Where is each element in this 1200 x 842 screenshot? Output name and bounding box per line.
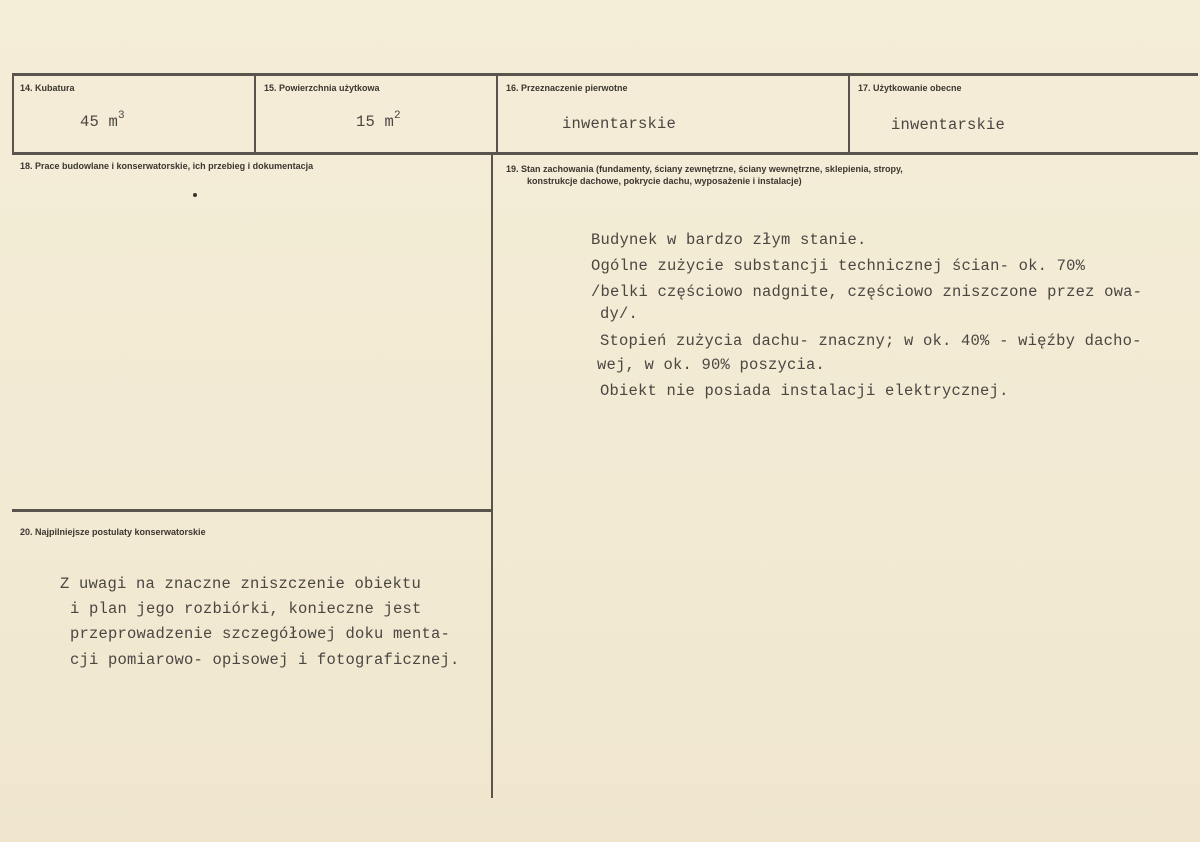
kubatura-exponent: 3 <box>118 110 125 122</box>
left-rule <box>12 73 14 155</box>
field-20-label: 20. Najpilniejsze postulaty konserwatorskie <box>20 527 206 537</box>
field-19-label-line2: konstrukcje dachowe, pokrycie dachu, wyposażenie i instalacje) <box>527 176 802 186</box>
ink-mark <box>193 193 197 197</box>
divider-15-16 <box>496 73 498 155</box>
condition-line-2: Ogólne zużycie substancji technicznej ścian- ok. 70% <box>591 257 1086 275</box>
field-16-label: 16. Przeznaczenie pierwotne <box>506 83 628 93</box>
field-19-label-line1: 19. Stan zachowania (fundamenty, ściany zewnętrzne, ściany wewnętrzne, sklepienia, stropy, <box>506 164 903 174</box>
powierzchnia-value: 15 m <box>356 113 395 132</box>
condition-line-4: dy/. <box>600 305 639 323</box>
kubatura-value: 45 m <box>80 113 119 132</box>
field-16-value: inwentarskie <box>562 115 677 133</box>
row1-bottom-rule <box>12 152 1198 155</box>
field-17-value: inwentarskie <box>891 116 1006 134</box>
field-15-label: 15. Powierzchnia użytkowa <box>264 83 380 93</box>
postulate-line-2: i plan jego rozbiórki, konieczne jest <box>70 600 422 618</box>
condition-line-6: wej, w ok. 90% poszycia. <box>597 356 826 374</box>
condition-line-1: Budynek w bardzo złym stanie. <box>591 231 867 249</box>
condition-line-3: /belki częściowo nadgnite, częściowo zniszczone przez owa- <box>591 283 1143 301</box>
field-15-value <box>356 112 401 131</box>
postulate-line-1: Z uwagi na znaczne zniszczenie obiektu <box>60 575 422 593</box>
field-14-value <box>80 112 125 131</box>
field-14-label: 14. Kubatura <box>20 83 75 93</box>
condition-line-7: Obiekt nie posiada instalacji elektrycznej. <box>600 382 1009 400</box>
main-column-divider <box>491 152 493 798</box>
postulate-line-4: cji pomiarowo- opisowej i fotograficznej. <box>70 651 460 669</box>
section18-bottom-rule <box>12 509 493 512</box>
powierzchnia-exponent: 2 <box>394 110 401 122</box>
field-17-label: 17. Użytkowanie obecne <box>858 83 962 93</box>
condition-line-5: Stopień zużycia dachu- znaczny; w ok. 40% - więźby dacho- <box>600 332 1142 350</box>
postulate-line-3: przeprowadzenie szczegółowej doku menta- <box>70 625 451 643</box>
divider-16-17 <box>848 73 850 155</box>
top-rule <box>12 73 1198 76</box>
divider-14-15 <box>254 73 256 155</box>
field-18-label: 18. Prace budowlane i konserwatorskie, ich przebieg i dokumentacja <box>20 161 314 171</box>
